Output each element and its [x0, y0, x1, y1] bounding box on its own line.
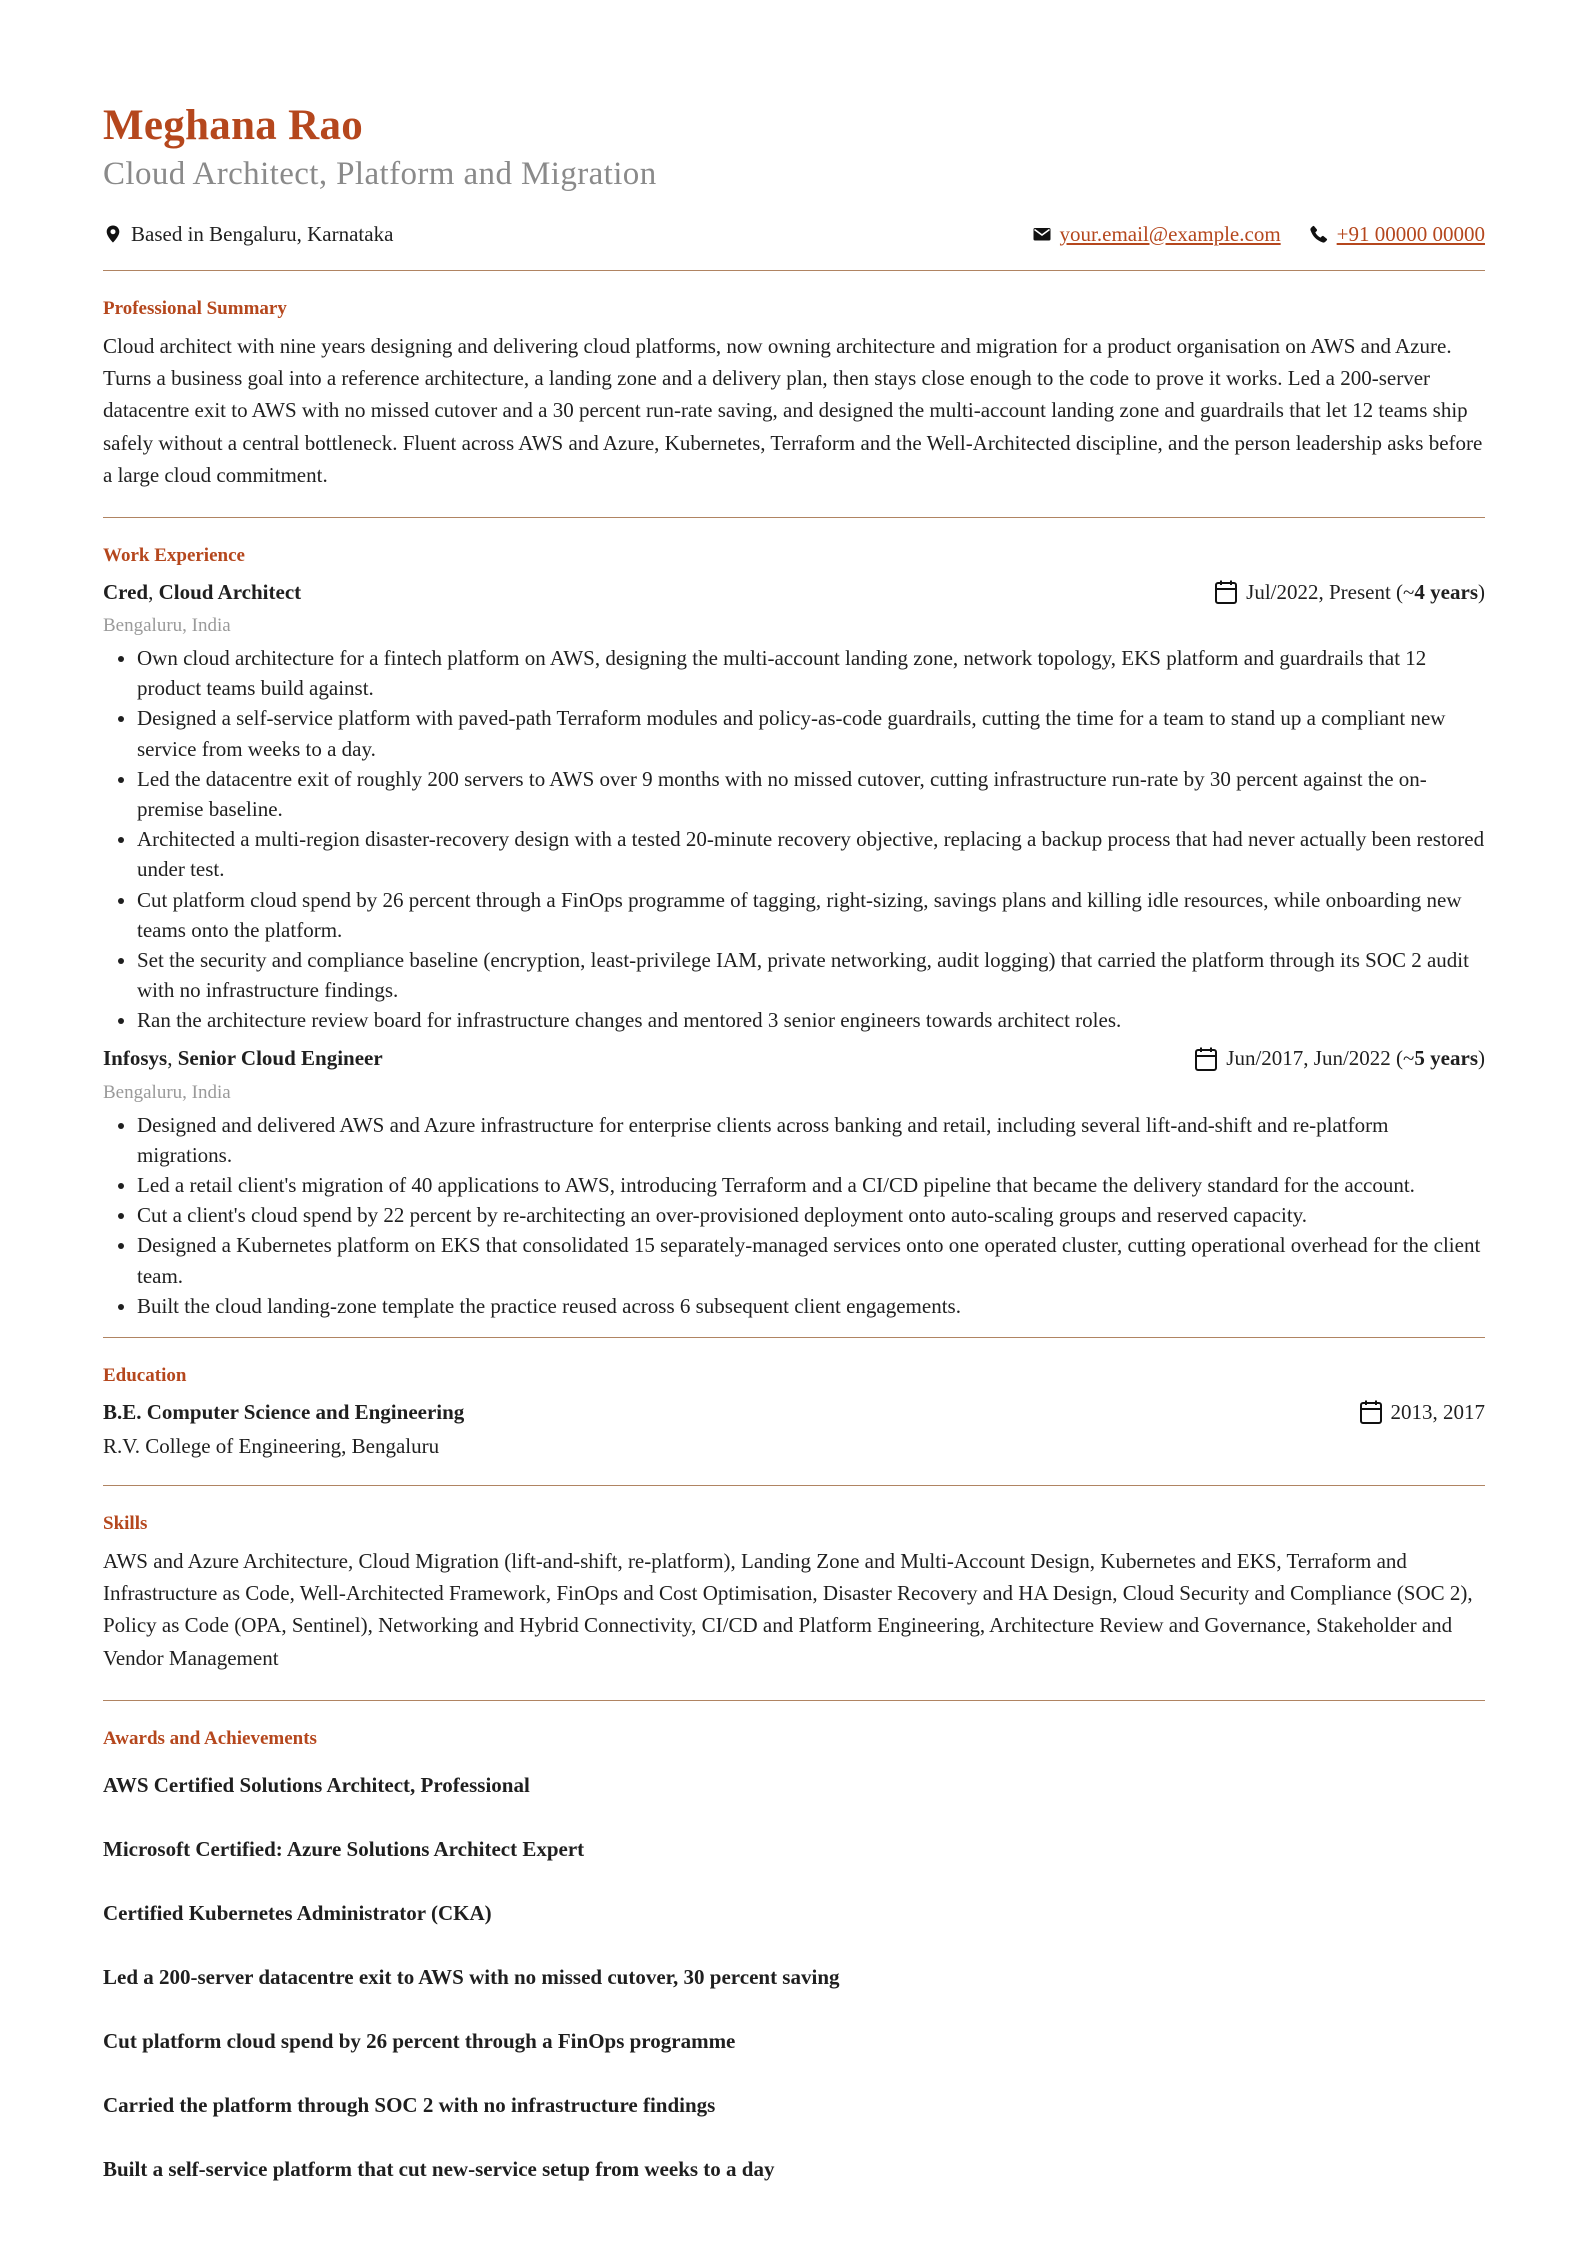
calendar-icon — [1194, 1046, 1218, 1072]
school-name: R.V. College of Engineering, Bengaluru — [103, 1434, 440, 1459]
position-name: Cloud Architect — [158, 579, 302, 604]
summary-text: Cloud architect with nine years designing and delivering cloud platforms, now owning architecture and migration for a product organisation on AWS and Azure. Turns a business goal into a reference architecture, a landing zone and a delivery plan, then stays close enough to the code to prove it works. Led a 200-server datacentre exit to AWS with no missed cutover and a 30 percent run-rate saving, and designed the multi-account landing zone and guardrails that let 12 teams ship safely without a central bottleneck. Fluent across AWS and Azure, Kubernetes, Terraform and the Well-Architected discipline, and the person leadership asks before a large cloud commitment. — [103, 334, 1483, 487]
education-header — [103, 1395, 1485, 1429]
award-item: Cut platform cloud spend by 26 percent through a FinOps programme — [103, 2028, 736, 2053]
title-separator: , — [148, 579, 159, 604]
list-item: • Architected a multi-region disaster-recovery design with a tested 20-minute recovery objective, replacing a backup process that had never actually been restored under test. — [137, 824, 1485, 884]
education-section — [103, 1363, 1485, 1463]
education-date — [1359, 1399, 1486, 1425]
date-suffix: ) — [1478, 1046, 1485, 1071]
list-item: • Led a retail client's migration of 40 applications to AWS, introducing Terraform and a CI/CD pipeline that became the delivery standard for the account. — [137, 1170, 1485, 1200]
list-item: • Designed a Kubernetes platform on EKS that consolidated 15 separately-managed services onto one operated cluster, cutting operational overhead for the client team. — [137, 1230, 1485, 1290]
calendar-icon — [1359, 1399, 1383, 1425]
awards-section — [103, 1726, 1485, 2184]
duration: 4 years — [1414, 579, 1478, 604]
divider — [103, 1485, 1485, 1486]
skills-section — [103, 1511, 1485, 1674]
list-item: • Own cloud architecture for a fintech platform on AWS, designing the multi-account landing zone, network topology, EKS platform and guardrails that 12 product teams build against. — [137, 643, 1485, 703]
skills-text: AWS and Azure Architecture, Cloud Migration (lift-and-shift, re-platform), Landing Zone and Multi-Account Design, Kubernetes and EKS, Terraform and Infrastructure as Code, Well-Architected Framework, FinOps and Cost Optimisation, Disaster Recovery and HA Design, Cloud Security and Compliance (SOC 2), Policy as Code (OPA, Sentinel), Networking and Hybrid Connectivity, CI/CD and Platform Engineering, Architecture Review and Governance, Stakeholder and Vendor Management — [103, 1549, 1473, 1670]
date-suffix: ) — [1478, 579, 1485, 604]
summary-section — [103, 296, 1485, 491]
contact-links — [1032, 222, 1485, 247]
duration: 5 years — [1414, 1046, 1478, 1071]
phone-link[interactable]: +91 00000 00000 — [1336, 221, 1485, 246]
phone-icon — [1309, 224, 1329, 244]
list-item: • Cut a client's cloud spend by 22 percent by re-architecting an over-provisioned deployment onto auto-scaling groups and reserved capacity. — [137, 1200, 1485, 1230]
phone-item — [1309, 222, 1485, 247]
degree-name: B.E. Computer Science and Engineering — [103, 1399, 465, 1424]
divider — [103, 270, 1485, 271]
divider — [103, 1337, 1485, 1338]
email-link[interactable]: your.email@example.com — [1059, 221, 1281, 246]
job-header — [103, 1042, 1485, 1076]
list-item: • Set the security and compliance baseline (encryption, least-privilege IAM, private networking, audit logging) that carried the platform through its SOC 2 audit with no infrastructure findings. — [137, 945, 1485, 1005]
list-item: • Led the datacentre exit of roughly 200 servers to AWS over 9 months with no missed cutover, cutting infrastructure run-rate by 30 percent against the on-premise baseline. — [137, 764, 1485, 824]
location-block — [103, 222, 393, 247]
job-date — [1194, 1046, 1485, 1072]
contact-row — [103, 218, 1485, 250]
candidate-name: Meghana Rao — [103, 102, 364, 149]
job-entry — [103, 1042, 1485, 1321]
job-title — [103, 580, 301, 605]
map-pin-icon — [103, 224, 123, 244]
section-title-skills: Skills — [103, 1513, 148, 1535]
envelope-icon — [1032, 224, 1052, 244]
list-item: • Designed a self-service platform with paved-path Terraform modules and policy-as-code guardrails, cutting the time for a team to stand up a compliant new service from weeks to a day. — [137, 703, 1485, 763]
job-bullets — [103, 643, 1485, 1036]
company-name: Cred — [103, 579, 149, 604]
list-item: • Ran the architecture review board for infrastructure changes and mentored 3 senior engineers towards architect roles. — [137, 1005, 1485, 1035]
list-item: • Built the cloud landing-zone template the practice reused across 6 subsequent client engagements. — [137, 1291, 1485, 1321]
calendar-icon — [1214, 579, 1238, 605]
title-separator: , — [167, 1046, 178, 1071]
date-range: Jun/2017, Jun/2022 (~ — [1226, 1046, 1415, 1071]
award-item: Built a self-service platform that cut new-service setup from weeks to a day — [103, 2156, 775, 2181]
job-bullets — [103, 1110, 1485, 1321]
position-name: Senior Cloud Engineer — [177, 1046, 383, 1071]
company-name: Infosys — [103, 1046, 168, 1071]
award-item: Microsoft Certified: Azure Solutions Architect Expert — [103, 1836, 585, 1861]
candidate-role: Cloud Architect, Platform and Migration — [103, 156, 657, 192]
list-item: • Cut platform cloud spend by 26 percent through a FinOps programme of tagging, right-sizing, savings plans and killing idle resources, while onboarding new teams onto the platform. — [137, 885, 1485, 945]
job-header — [103, 575, 1485, 609]
section-title-experience: Work Experience — [103, 545, 245, 567]
section-title-education: Education — [103, 1365, 187, 1387]
job-location: Bengaluru, India — [103, 1081, 231, 1103]
section-title-awards: Awards and Achievements — [103, 1727, 317, 1749]
job-entry — [103, 575, 1485, 1036]
award-item: Certified Kubernetes Administrator (CKA) — [103, 1900, 492, 1925]
date-range: 2013, 2017 — [1390, 1399, 1485, 1424]
job-location: Bengaluru, India — [103, 615, 231, 637]
divider — [103, 1700, 1485, 1701]
experience-section — [103, 543, 1485, 1321]
location-text: Based in Bengaluru, Karnataka — [131, 221, 394, 246]
list-item: • Designed and delivered AWS and Azure infrastructure for enterprise clients across banking and retail, including several lift-and-shift and re-platform migrations. — [137, 1110, 1485, 1170]
job-title — [103, 1046, 383, 1071]
email-item — [1032, 222, 1281, 247]
date-range: Jul/2022, Present (~ — [1246, 579, 1415, 604]
award-item: AWS Certified Solutions Architect, Professional — [103, 1772, 530, 1797]
job-date — [1214, 579, 1485, 605]
award-item: Led a 200-server datacentre exit to AWS with no missed cutover, 30 percent saving — [103, 1964, 840, 1989]
section-title-summary: Professional Summary — [103, 298, 287, 319]
divider — [103, 517, 1485, 518]
award-item: Carried the platform through SOC 2 with no infrastructure findings — [103, 2092, 716, 2117]
